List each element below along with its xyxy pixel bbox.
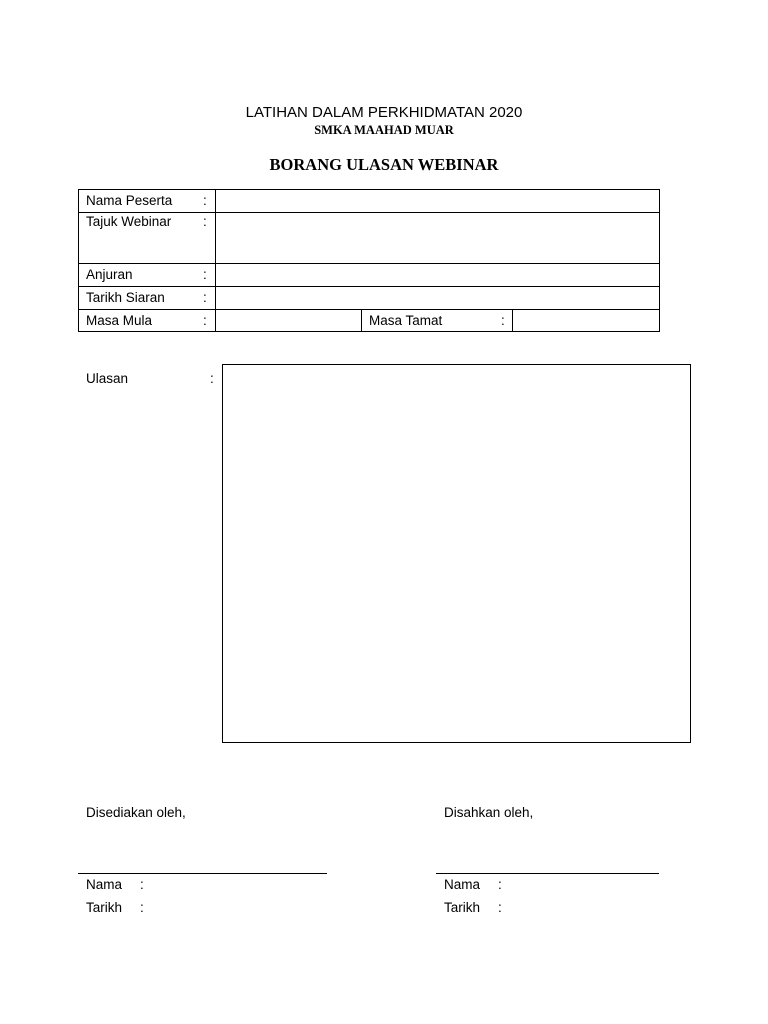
approved-by-heading: Disahkan oleh, [444, 805, 534, 820]
colon: : [501, 313, 505, 328]
colon: : [203, 267, 207, 282]
tarikh-siaran-field[interactable] [216, 287, 659, 309]
label-ulasan: Ulasan [86, 371, 129, 386]
colon: : [210, 371, 214, 386]
masa-tamat-field[interactable] [513, 310, 659, 332]
colon: : [140, 900, 144, 915]
tajuk-webinar-field[interactable] [216, 213, 659, 263]
label-tarikh-siaran: Tarikh Siaran [86, 290, 165, 305]
label-tarikh-left: Tarikh [86, 900, 123, 915]
colon: : [498, 900, 502, 915]
label-anjuran: Anjuran [86, 267, 133, 282]
colon: : [498, 877, 502, 892]
colon: : [203, 214, 207, 229]
prepared-by-heading: Disediakan oleh, [86, 805, 186, 820]
label-nama-right: Nama [444, 877, 481, 892]
colon: : [203, 290, 207, 305]
signature-line-left [78, 873, 327, 874]
form-title: BORANG ULASAN WEBINAR [269, 155, 499, 174]
label-tarikh-right: Tarikh [444, 900, 481, 915]
colon: : [140, 877, 144, 892]
label-nama-left: Nama [86, 877, 123, 892]
label-masa-mula: Masa Mula [86, 313, 153, 328]
document-title: LATIHAN DALAM PERKHIDMATAN 2020 [245, 104, 523, 121]
ulasan-textarea[interactable] [222, 364, 691, 743]
nama-peserta-field[interactable] [216, 190, 659, 212]
anjuran-field[interactable] [216, 264, 659, 286]
label-nama-peserta: Nama Peserta [86, 193, 173, 208]
masa-mula-field[interactable] [216, 310, 361, 332]
colon: : [203, 193, 207, 208]
signature-line-right [436, 873, 659, 874]
col-divider [361, 309, 362, 332]
label-tajuk-webinar: Tajuk Webinar [86, 214, 172, 229]
label-masa-tamat: Masa Tamat [369, 313, 443, 328]
school-name: SMKA MAAHAD MUAR [314, 123, 454, 137]
colon: : [203, 313, 207, 328]
